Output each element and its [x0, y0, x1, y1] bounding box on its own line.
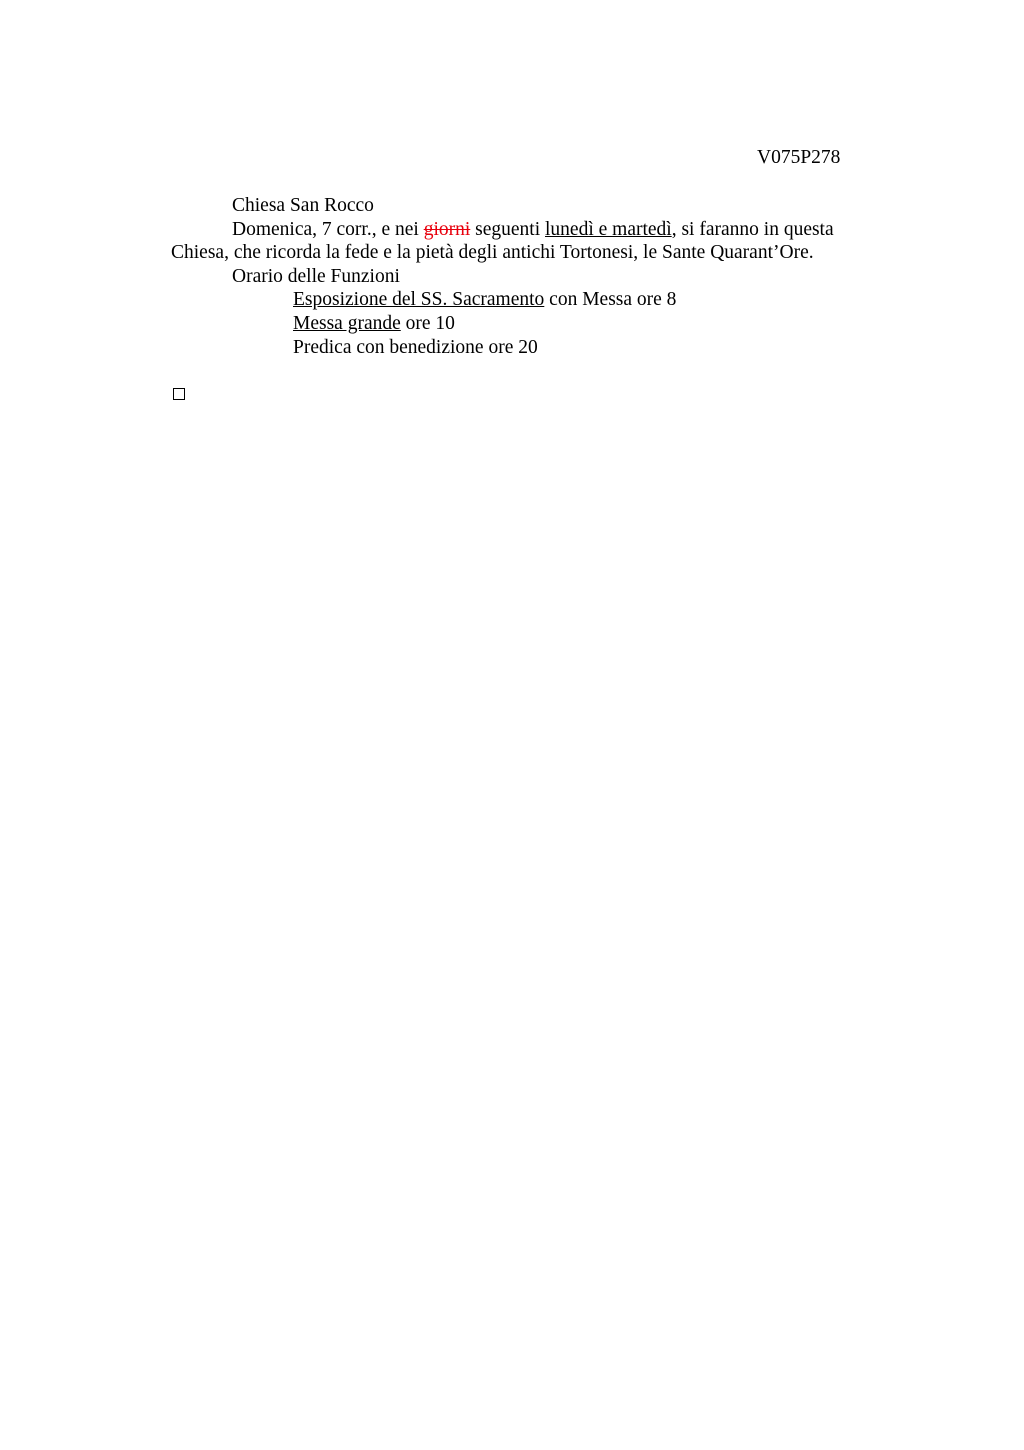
- schedule-item-exposition: [171, 288, 881, 312]
- schedule-item-rest: con Messa ore 8: [544, 289, 677, 311]
- heading-church: Chiesa San Rocco: [232, 195, 374, 216]
- paragraph-line-2: Chiesa, che ricorda la fede e la pietà degli antichi Tortonesi, le Sante Quarant’Ore.: [171, 242, 814, 264]
- struck-word: giorni: [423, 218, 471, 240]
- schedule-title: Orario delle Funzioni: [232, 265, 400, 287]
- paragraph-text-part1: Domenica, 7 corr., e nei: [232, 218, 424, 240]
- schedule-item-rest: ore 10: [400, 312, 455, 334]
- schedule-item-sermon: [171, 336, 881, 360]
- paragraph-text-part3: , si faranno in questa: [671, 218, 834, 240]
- schedule-item-underlined: Esposizione del SS. Sacramento: [293, 289, 545, 311]
- schedule-item-underlined: Messa grande: [293, 312, 401, 334]
- page-id: V075P278: [757, 147, 841, 168]
- underlined-days: lunedì e martedì: [545, 218, 672, 240]
- paragraph-text-part2: seguenti: [470, 218, 546, 240]
- schedule-item-mass: [171, 312, 881, 336]
- document-body: [171, 194, 881, 359]
- paragraph-line-1: [171, 218, 881, 242]
- empty-checkbox-icon[interactable]: [173, 388, 185, 400]
- schedule-item-rest: Predica con benedizione ore 20: [293, 336, 538, 358]
